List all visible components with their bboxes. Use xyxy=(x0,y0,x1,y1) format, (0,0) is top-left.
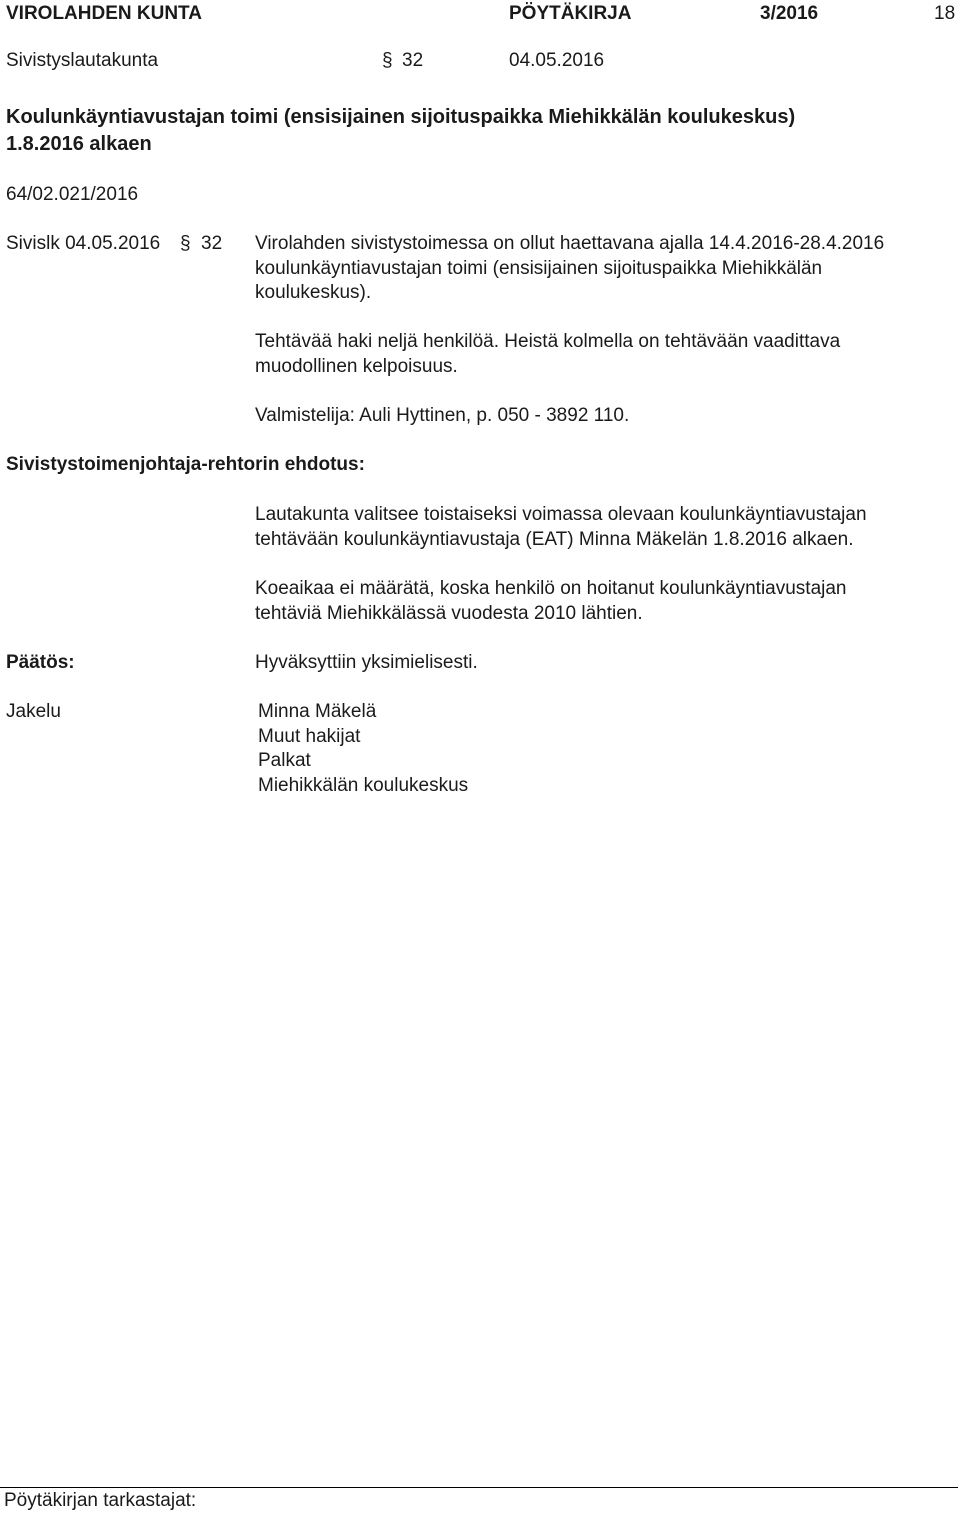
distribution-item: Minna Mäkelä xyxy=(258,701,377,722)
meeting-date: 04.05.2016 xyxy=(509,50,605,71)
record-id: 64/02.021/2016 xyxy=(6,184,139,205)
section-number: 32 xyxy=(402,50,424,71)
trial-line: tehtäviä Miehikkälässä vuodesta 2010 lähtien. xyxy=(255,602,643,624)
applicants-line: Tehtävää haki neljä henkilöä. Heistä kolmella on tehtävään vaadittava xyxy=(255,331,841,352)
page-number: 18 xyxy=(934,3,956,24)
doc-type: PÖYTÄKIRJA xyxy=(509,3,632,24)
trial-line: Koeaikaa ei määrätä, koska henkilö on hoitanut koulunkäyntiavustajan xyxy=(255,578,847,599)
proposal-line: Lautakunta valitsee toistaiseksi voimassa olevaan koulunkäyntiavustajan xyxy=(255,504,867,525)
proposal-paragraph xyxy=(255,503,867,552)
distribution-label: Jakelu xyxy=(6,701,61,722)
title-line-1: Koulunkäyntiavustajan toimi (ensisijainen sijoituspaikka Miehikkälän koulukeskus) xyxy=(6,106,796,128)
applicants-line: muodollinen kelpoisuus. xyxy=(255,355,458,377)
preparer-line: Valmistelija: Auli Hyttinen, p. 050 - 3892 110. xyxy=(255,405,630,426)
footer-rule xyxy=(0,1487,958,1488)
distribution-item: Miehikkälän koulukeskus xyxy=(258,774,469,796)
title-line-2: 1.8.2016 alkaen xyxy=(6,133,152,155)
meeting-body: Sivistyslautakunta xyxy=(6,50,159,71)
intro-paragraph xyxy=(255,232,884,306)
decision-text: Hyväksyttiin yksimielisesti. xyxy=(255,652,478,673)
org-name: VIROLAHDEN KUNTA xyxy=(6,3,202,24)
section-sign: § xyxy=(382,50,393,71)
applicants-paragraph xyxy=(255,330,840,379)
ref-section-sign: § xyxy=(180,233,191,254)
ref-prefix: Sivislk 04.05.2016 xyxy=(6,233,161,254)
intro-line: koulunkäyntiavustajan toimi (ensisijainen sijoituspaikka Miehikkälän xyxy=(255,257,823,279)
proposal-label: Sivistystoimenjohtaja-rehtorin ehdotus: xyxy=(6,454,365,475)
distribution-item: Muut hakijat xyxy=(258,725,361,747)
footer-label: Pöytäkirjan tarkastajat: xyxy=(4,1490,197,1511)
intro-line: Virolahden sivistystoimessa on ollut haettavana ajalla 14.4.2016-28.4.2016 xyxy=(255,233,885,254)
ref-number: 32 xyxy=(201,233,223,254)
doc-number: 3/2016 xyxy=(760,3,819,24)
distribution-item: Palkat xyxy=(258,750,311,771)
trial-paragraph xyxy=(255,577,847,626)
intro-line: koulukeskus). xyxy=(255,282,372,303)
proposal-line: tehtävään koulunkäyntiavustaja (EAT) Minna Mäkelän 1.8.2016 alkaen. xyxy=(255,528,854,550)
decision-label: Päätös: xyxy=(6,652,75,673)
distribution-list xyxy=(258,700,468,798)
